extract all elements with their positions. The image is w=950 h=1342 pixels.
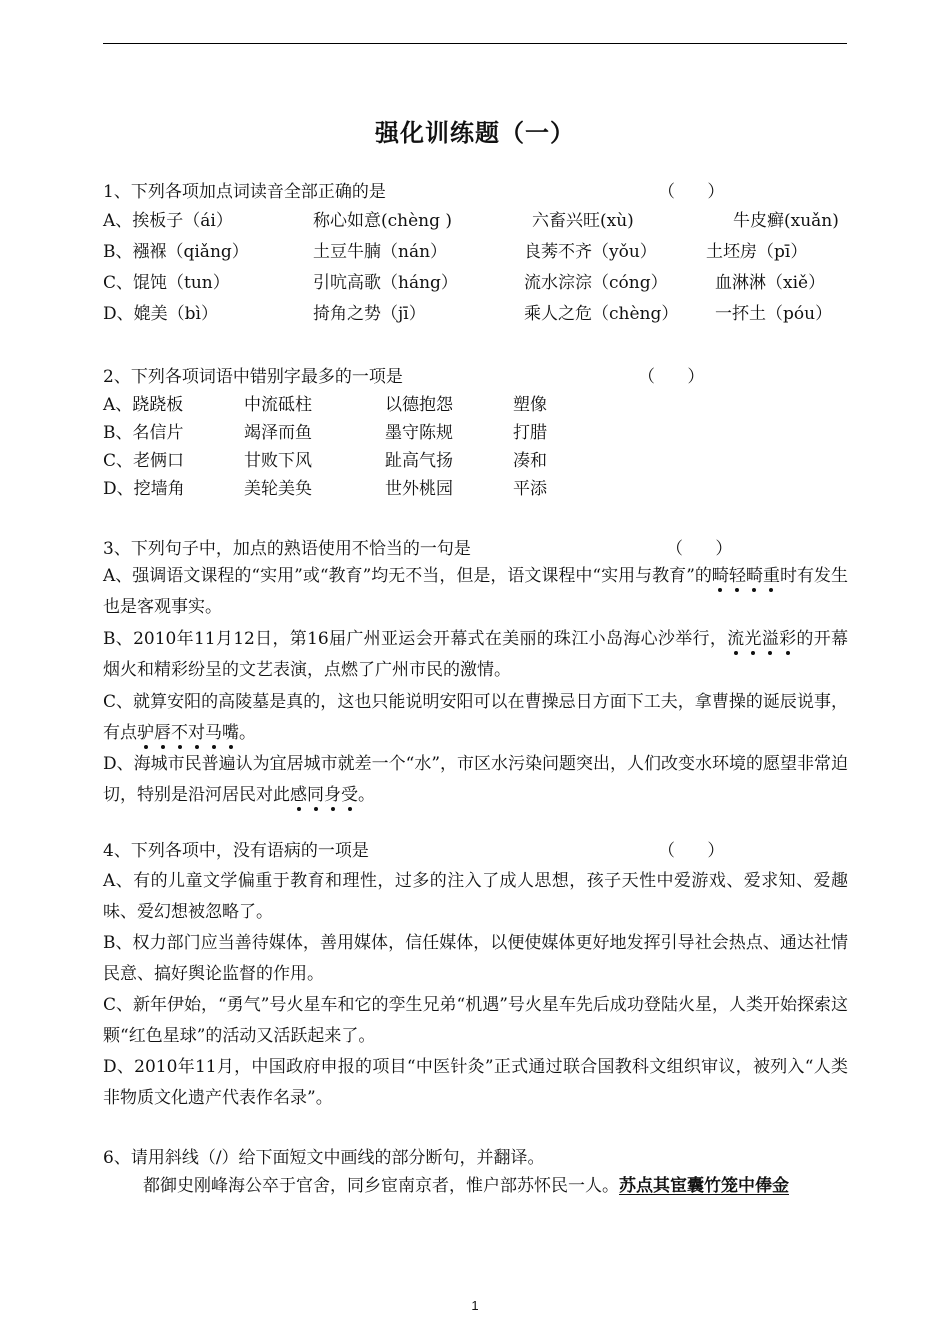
q3-stem: 3、下列句子中，加点的熟语使用不恰当的一句是 bbox=[103, 539, 471, 559]
q3-option-d: D、海城市民普遍认为宜居城市就差一个“水”，市区水污染问题突出，人们改变水环境的愿望非常迫切，特别是沿河居民对此感同身受。 bbox=[103, 754, 849, 805]
q1-c-3: 流水淙淙（cóng） bbox=[524, 273, 668, 293]
q1-d-2: 掎角之势（jī） bbox=[313, 304, 426, 324]
page-number: 1 bbox=[471, 1298, 479, 1313]
header-rule bbox=[103, 43, 847, 44]
page-title: 强化训练题（一） bbox=[375, 119, 575, 147]
q3-b-emphasis: 流光溢彩 bbox=[727, 629, 797, 649]
q1-stem: 1、下列各项加点词读音全部正确的是 bbox=[103, 182, 386, 202]
q2-c-3: 趾高气扬 bbox=[385, 451, 453, 471]
q1-d-4: 一抔土（póu） bbox=[715, 304, 833, 324]
q6-stem: 6、请用斜线（/）给下面短文中画线的部分断句，并翻译。 bbox=[103, 1148, 545, 1168]
q1-b-1: B、襁褓（qiǎng） bbox=[103, 242, 249, 262]
q4-answer-bracket: （ ） bbox=[658, 841, 725, 861]
q2-a-1: A、跷跷板 bbox=[103, 395, 184, 415]
q3-answer-bracket: （ ） bbox=[666, 539, 733, 559]
q2-a-4: 塑像 bbox=[513, 395, 547, 415]
q1-d-1: D、媲美（bì） bbox=[103, 304, 218, 324]
q2-a-2: 中流砥柱 bbox=[244, 395, 312, 415]
q3-a-emphasis: 畸轻畸重 bbox=[711, 566, 780, 586]
q1-d-3: 乘人之危（chèng） bbox=[524, 304, 679, 324]
q2-c-1: C、老俩口 bbox=[103, 451, 185, 471]
q3-option-b: B、2010年11月12日，第16届广州亚运会开幕式在美丽的珠江小岛海心沙举行，流光溢彩的开幕烟火和精彩纷呈的文艺表演，点燃了广州市民的激情。 bbox=[103, 629, 849, 680]
q1-a-3: 六畜兴旺(xù) bbox=[532, 211, 634, 231]
q1-c-1: C、馄饨（tun） bbox=[103, 273, 230, 293]
q2-c-4: 凑和 bbox=[513, 451, 547, 471]
q2-d-3: 世外桃园 bbox=[385, 479, 453, 499]
q6-underlined-text: 苏点其宦囊竹笼中俸金 bbox=[619, 1176, 789, 1196]
q2-answer-bracket: （ ） bbox=[638, 367, 705, 387]
q2-b-1: B、名信片 bbox=[103, 423, 184, 443]
q3-option-c: C、就算安阳的高陵墓是真的，这也只能说明安阳可以在曹操忌日方面下工夫，拿曹操的诞辰说事，有点驴唇不对马嘴。 bbox=[103, 692, 848, 743]
q2-stem: 2、下列各项词语中错别字最多的一项是 bbox=[103, 367, 403, 387]
q1-c-2: 引吭高歌（háng） bbox=[313, 273, 458, 293]
q3-option-a: A、强调语文课程的“实用”或“教育”均无不当，但是，语文课程中“实用与教育”的畸轻畸重时有发生也是客观事实。 bbox=[103, 566, 849, 617]
q2-d-1: D、挖墙角 bbox=[103, 479, 185, 499]
q1-c-4: 血淋淋（xiě） bbox=[715, 273, 826, 293]
q2-b-3: 墨守陈规 bbox=[385, 423, 453, 443]
q2-b-4: 打腊 bbox=[513, 423, 547, 443]
q4-option-c: C、新年伊始，“勇气”号火星车和它的孪生兄弟“机遇”号火星车先后成功登陆火星，人类开始探索这颗“红色星球”的活动又活跃起来了。 bbox=[103, 995, 848, 1046]
q3-c-emphasis: 驴唇不对马嘴 bbox=[137, 723, 239, 743]
q3-d-emphasis: 感同身受 bbox=[290, 785, 358, 805]
q2-d-2: 美轮美奂 bbox=[244, 479, 312, 499]
q4-option-a: A、有的儿童文学偏重于教育和理性，过多的注入了成人思想，孩子天性中爱游戏、爱求知、爱趣味、爱幻想被忽略了。 bbox=[103, 871, 848, 922]
q2-d-4: 平添 bbox=[513, 479, 547, 499]
q1-a-2: 称心如意(chèng ) bbox=[313, 211, 453, 231]
q2-c-2: 甘败下风 bbox=[244, 451, 312, 471]
q1-a-4: 牛皮癣(xuǎn) bbox=[733, 211, 839, 231]
q4-option-d: D、2010年11月，中国政府申报的项目“中医针灸”正式通过联合国教科文组织审议，被列入“人类非物质文化遗产代表作名录”。 bbox=[103, 1057, 848, 1108]
q4-stem: 4、下列各项中，没有语病的一项是 bbox=[103, 841, 369, 861]
q1-a-1: A、挨板子（ái） bbox=[103, 211, 233, 231]
q1-b-4: 土坯房（pī） bbox=[706, 242, 808, 262]
q1-answer-bracket: （ ） bbox=[658, 182, 725, 202]
q2-a-3: 以德抱怨 bbox=[385, 395, 453, 415]
q4-option-b: B、权力部门应当善待媒体，善用媒体，信任媒体，以便使媒体更好地发挥引导社会热点、通达社情民意、搞好舆论监督的作用。 bbox=[103, 933, 848, 984]
q1-b-2: 土豆牛腩（nán） bbox=[313, 242, 448, 262]
q1-b-3: 良莠不齐（yǒu） bbox=[524, 242, 657, 262]
q2-b-2: 竭泽而鱼 bbox=[244, 423, 312, 443]
q6-passage: 都御史刚峰海公卒于官舍，同乡宦南京者，惟户部苏怀民一人。苏点其宦囊竹笼中俸金 bbox=[143, 1176, 789, 1196]
